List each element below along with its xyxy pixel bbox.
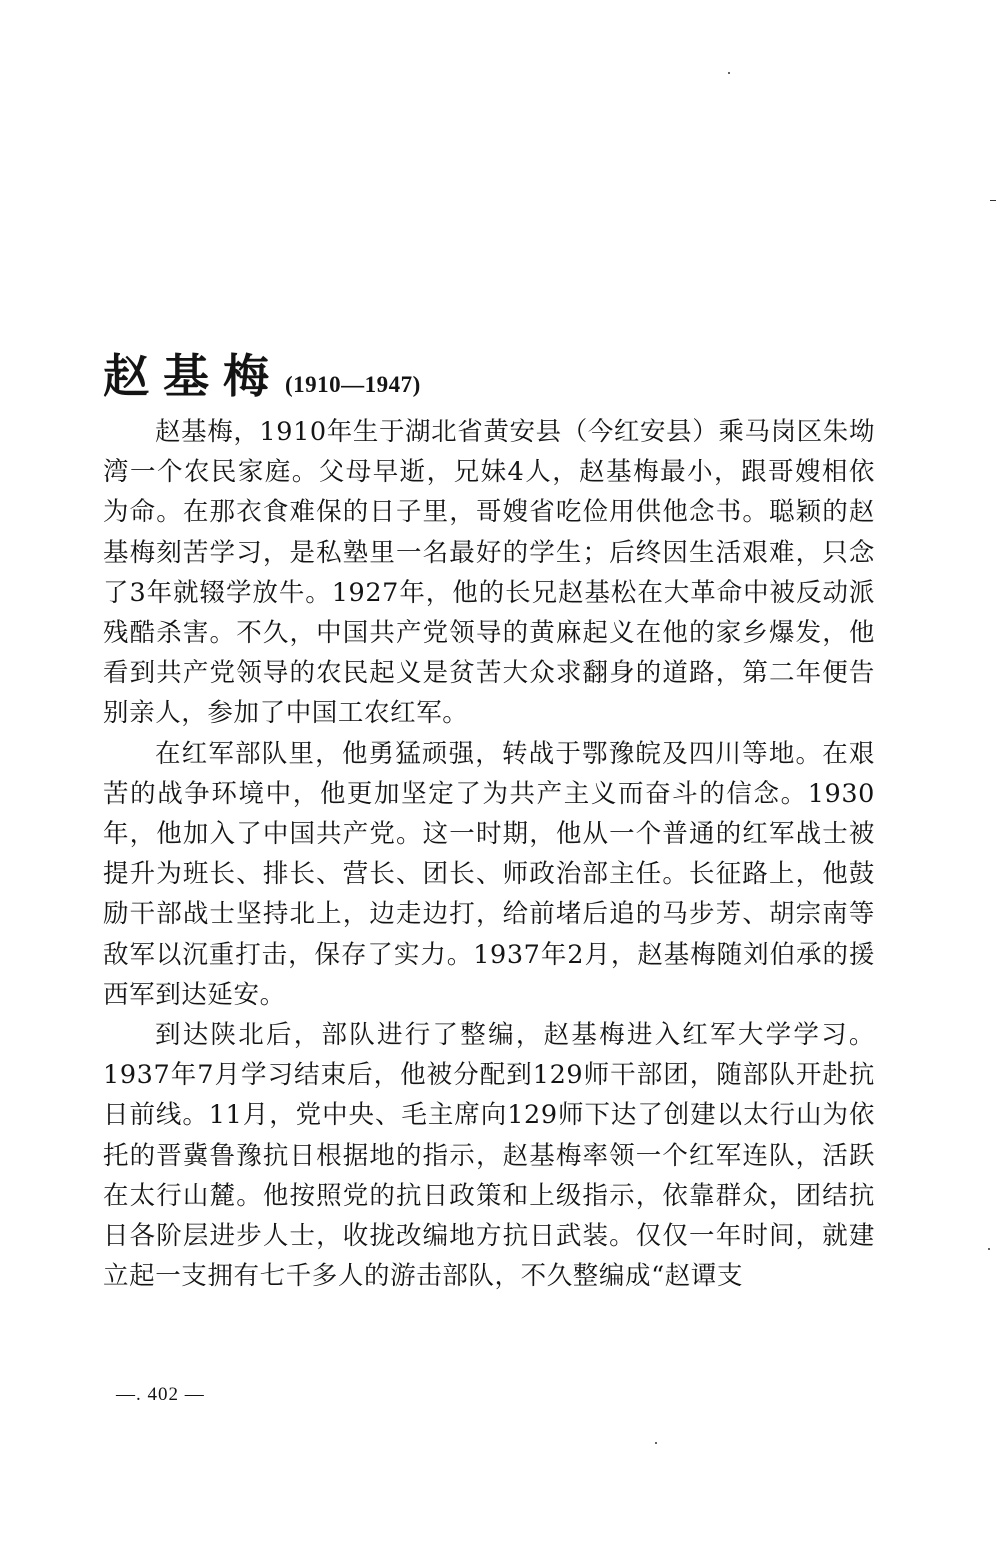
scan-speck [988,1248,990,1250]
biography-heading [103,340,421,406]
scan-speck [990,200,996,201]
page-number: —. 402 — [116,1384,205,1405]
paragraph-1: 赵基梅，1910年生于湖北省黄安县（今红安县）乘马岗区朱坳湾一个农民家庭。父母早逝，兄妹4人，赵基梅最小，跟哥嫂相依为命。在那衣食难保的日子里，哥嫂省吃俭用供他念书。聪颖的赵基梅刻苦学习，是私塾里一名最好的学生；后终因生活艰难，只念了3年就辍学放牛。1927年，他的长兄赵基松在大革命中被反动派残酷杀害。不久，中国共产党领导的黄麻起义在他的家乡爆发，他看到共产党领导的农民起义是贫苦大众求翻身的道路，第二年便告别亲人，参加了中国工农红军。 [103,417,875,729]
person-name: 赵基梅 [103,349,283,403]
biography-body [103,412,875,1296]
scan-speck [655,1442,657,1444]
paragraph-2: 在红军部队里，他勇猛顽强，转战于鄂豫皖及四川等地。在艰苦的战争环境中，他更加坚定了为共产主义而奋斗的信念。1930年，他加入了中国共产党。这一时期，他从一个普通的红军战士被提升为班长、排长、营长、团长、师政治部主任。长征路上，他鼓励干部战士坚持北上，边走边打，给前堵后追的马步芳、胡宗南等敌军以沉重打击，保存了实力。1937年2月，赵基梅随刘伯承的援西军到达延安。 [103,738,875,1010]
paragraph-3: 到达陕北后，部队进行了整编，赵基梅进入红军大学学习。1937年7月学习结束后，他被分配到129师干部团，随部队开赴抗日前线。11月，党中央、毛主席向129师下达了创建以太行山为依托的晋冀鲁豫抗日根据地的指示，赵基梅率领一个红军连队，活跃在太行山麓。他按照党的抗日政策和上级指示，依靠群众，团结抗日各阶层进步人士，收拢改编地方抗日武装。仅仅一年时间，就建立起一支拥有七千多人的游击部队，不久整编成“赵谭支 [103,1020,875,1292]
life-years: (1910—1947) [285,372,421,397]
scan-speck [728,72,730,74]
